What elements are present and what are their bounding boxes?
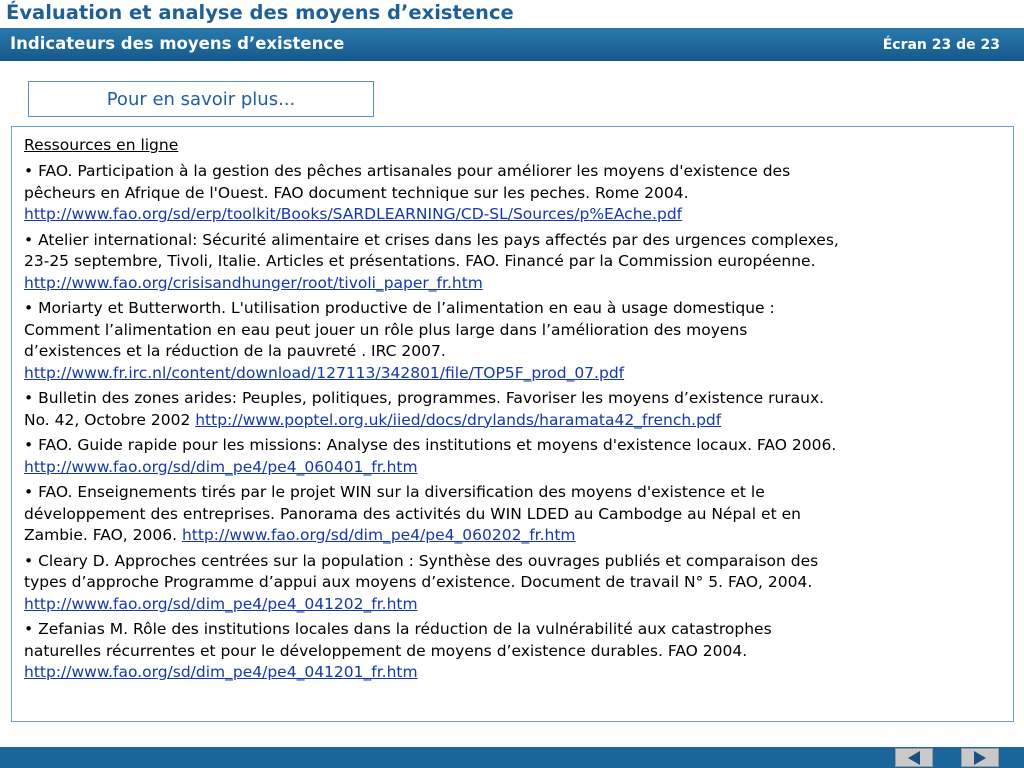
reference-text: pêcheurs en Afrique de l'Ouest. FAO document technique sur les peches. Rome 2004. xyxy=(24,183,689,202)
reference-item xyxy=(24,230,1005,295)
reference-text: développement des entreprises. Panorama des activités du WIN LDED au Cambodge au Népal et en xyxy=(24,504,801,523)
reference-link[interactable]: http://www.fao.org/sd/dim_pe4/pe4_060401_fr.htm xyxy=(24,457,418,476)
reference-text: • FAO. Guide rapide pour les missions: Analyse des institutions et moyens d'existence locaux. FAO 2006. xyxy=(24,436,837,454)
course-title: Évaluation et analyse des moyens d’existence xyxy=(6,1,514,24)
reference-text: d’existences et la réduction de la pauvreté . IRC 2007. xyxy=(24,342,446,360)
reference-link[interactable]: http://www.fao.org/sd/erp/toolkit/Books/SARDLEARNING/CD-SL/Sources/p%EAche.pdf xyxy=(24,205,683,223)
prev-arrow-icon xyxy=(908,751,920,765)
reference-text: naturelles récurrentes et pour le développement de moyens d’existence durables. FAO 2004. xyxy=(24,641,748,660)
reference-text: Zambie. FAO, 2006. xyxy=(24,526,182,544)
reference-text: types d’approche Programme d’appui aux moyens d’existence. Document de travail N° 5. FAO, 2004. xyxy=(24,573,813,591)
reference-text: No. 42, Octobre 2002 xyxy=(24,410,196,429)
section-title: Pour en savoir plus... xyxy=(106,89,296,110)
reference-text: • Bulletin des zones arides: Peuples, politiques, programmes. Favoriser les moyens d’existence ruraux. xyxy=(24,389,825,407)
reference-text: Comment l’alimentation en eau peut jouer un rôle plus large dans l’amélioration des moyens xyxy=(24,320,748,339)
reference-link[interactable]: http://www.fao.org/sd/dim_pe4/pe4_041201_fr.htm xyxy=(24,663,418,681)
reference-link[interactable]: http://www.fr.irc.nl/content/download/127113/342801/file/TOP5F_prod_07.pdf xyxy=(24,363,625,382)
reference-link[interactable]: http://www.fao.org/crisisandhunger/root/tivoli_paper_fr.htm xyxy=(24,273,483,292)
resources-heading: Ressources en ligne xyxy=(24,136,179,154)
content-panel xyxy=(11,126,1014,722)
section-title-box xyxy=(28,81,374,117)
reference-text: • Cleary D. Approches centrées sur la population : Synthèse des ouvrages publiés et comparaison des xyxy=(24,551,819,570)
reference-item xyxy=(24,161,1005,226)
reference-item xyxy=(24,388,1005,431)
reference-text: • Atelier international: Sécurité alimentaire et crises dans les pays affectés par des urgences complexes, xyxy=(24,230,839,249)
screen-counter: Écran 23 de 23 xyxy=(882,37,1000,53)
header-band xyxy=(0,28,1024,61)
module-title: Indicateurs des moyens d’existence xyxy=(10,34,345,53)
reference-item xyxy=(24,298,1005,384)
footer-bar xyxy=(0,747,1024,768)
reference-text: • FAO. Participation à la gestion des pêches artisanales pour améliorer les moyens d'existence des xyxy=(24,162,791,180)
top-bar xyxy=(0,0,1024,28)
previous-screen-button[interactable] xyxy=(895,748,933,767)
next-screen-button[interactable] xyxy=(961,748,999,767)
reference-list xyxy=(24,161,1005,684)
reference-link[interactable]: http://www.fao.org/sd/dim_pe4/pe4_041202_fr.htm xyxy=(24,594,418,613)
reference-text: • FAO. Enseignements tirés par le projet WIN sur la diversification des moyens d'existence et le xyxy=(24,483,765,501)
reference-link[interactable]: http://www.fao.org/sd/dim_pe4/pe4_060202_fr.htm xyxy=(181,526,576,544)
reference-item xyxy=(24,482,1005,547)
reference-item xyxy=(24,551,1005,616)
reference-text: • Moriarty et Butterworth. L'utilisation productive de l’alimentation en eau à usage domestique : xyxy=(24,299,775,317)
reference-item xyxy=(24,619,1005,684)
reference-text: • Zefanias M. Rôle des institutions locales dans la réduction de la vulnérabilité aux catastrophes xyxy=(24,620,772,638)
next-arrow-icon xyxy=(974,751,986,765)
reference-text: 23-25 septembre, Tivoli, Italie. Articles et présentations. FAO. Financé par la Commission européenne. xyxy=(24,252,816,270)
reference-item xyxy=(24,435,1005,478)
reference-link[interactable]: http://www.poptel.org.uk/iied/docs/drylands/haramata42_french.pdf xyxy=(195,410,722,429)
